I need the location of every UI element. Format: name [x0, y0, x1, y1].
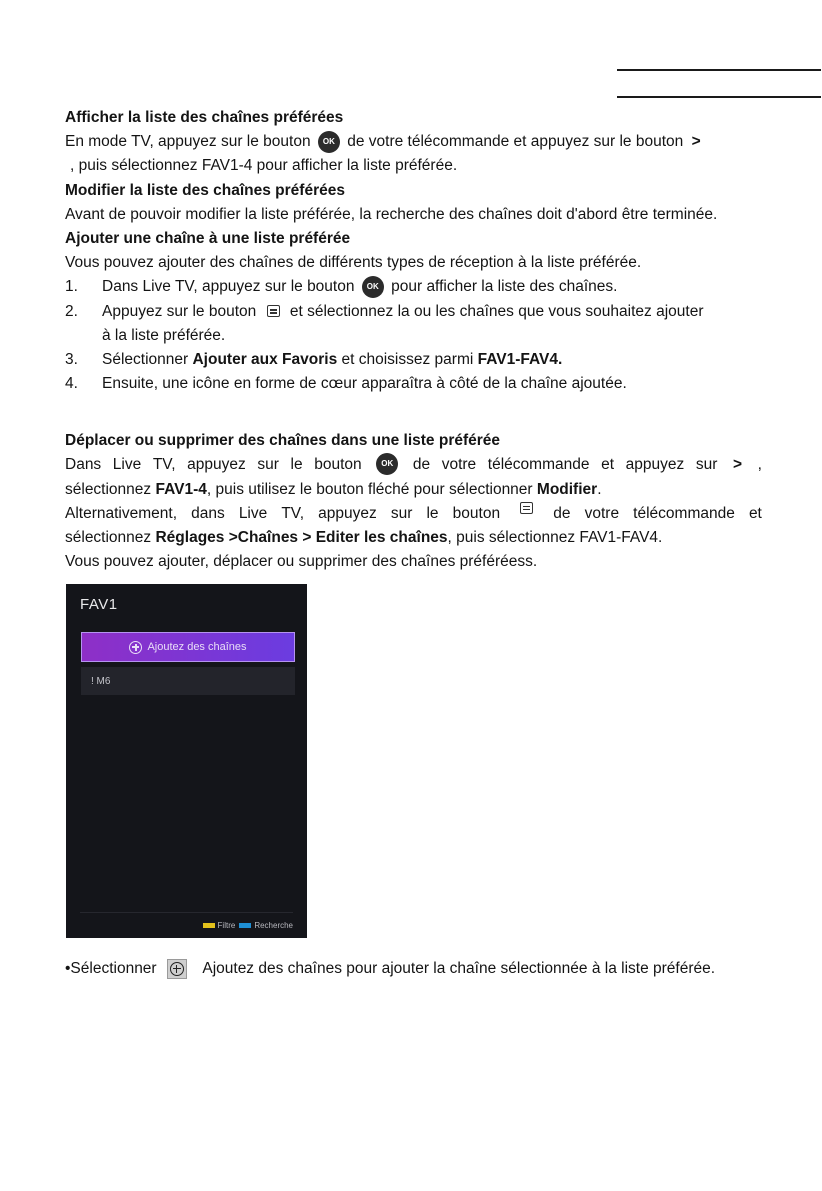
ok-button-icon: OK: [376, 453, 398, 475]
footer-divider: [80, 912, 293, 913]
menu-button-icon: [520, 502, 533, 514]
paragraph-line: Vous pouvez ajouter, déplacer ou supprimer des chaînes préféréess.: [65, 553, 538, 571]
paragraph-line: , puis sélectionnez FAV1-4 pour afficher la liste préférée.: [70, 157, 458, 175]
paragraph-line: En mode TV, appuyez sur le bouton OK de votre télécommande et appuyez sur le bouton >: [65, 130, 762, 154]
paragraph-line-justified: Dans Live TV, appuyez sur le bouton OK de votre télécommande et appuyez sur > ,: [65, 453, 762, 477]
tv-screenshot-favorites: [66, 584, 307, 938]
filter-label: Filtre: [217, 921, 236, 930]
header-rule-bottom: [617, 96, 821, 98]
search-label: Recherche: [254, 921, 293, 930]
bottom-note: •Sélectionner Ajoutez des chaînes pour ajouter la chaîne sélectionnée à la liste préférée.: [65, 960, 716, 977]
section-title-edit-favorites: Modifier la liste des chaînes préférées: [65, 181, 345, 199]
channel-name: ! M6: [91, 675, 111, 687]
ok-button-icon: OK: [362, 276, 384, 298]
header-rule-top: [617, 69, 821, 71]
menu-button-icon: [267, 305, 280, 317]
add-channels-button[interactable]: [81, 632, 295, 662]
section-title-display-favorites: Afficher la liste des chaînes préférées: [65, 109, 344, 126]
section-title-move-delete: Déplacer ou supprimer des chaînes dans une liste préférée: [65, 432, 501, 450]
list-item: 1. Dans Live TV, appuyez sur le bouton OK pour afficher la liste des chaînes.: [65, 275, 762, 299]
ok-button-icon: OK: [318, 131, 340, 153]
plus-circle-icon: [129, 641, 142, 654]
list-item: 4. Ensuite, une icône en forme de cœur apparaîtra à côté de la chaîne ajoutée.: [65, 375, 627, 393]
document-body: [65, 106, 762, 574]
tv-list-title: FAV1: [80, 596, 118, 613]
list-item: 2. Appuyez sur le bouton et sélectionnez la ou les chaînes que vous souhaitez ajouter: [65, 302, 704, 320]
paragraph-line-justified: Alternativement, dans Live TV, appuyez sur le bouton de votre télécommande et: [65, 502, 762, 526]
paragraph-line: sélectionnez FAV1-4, puis utilisez le bouton fléché pour sélectionner Modifier.: [65, 480, 602, 498]
right-arrow-icon: >: [733, 456, 743, 474]
paragraph-line: Avant de pouvoir modifier la liste préférée, la recherche des chaînes doit d'abord être terminée.: [65, 205, 718, 223]
right-arrow-icon: >: [691, 133, 701, 151]
paragraph-line: sélectionnez Réglages >Chaînes > Editer les chaînes, puis sélectionnez FAV1-FAV4.: [65, 529, 663, 546]
channel-row[interactable]: [81, 667, 295, 695]
blue-key-icon: [239, 923, 251, 928]
add-channels-label: Ajoutez des chaînes: [147, 641, 247, 653]
add-channel-icon: [167, 959, 187, 979]
paragraph-line: Vous pouvez ajouter des chaînes de différents types de réception à la liste préférée.: [65, 254, 642, 272]
list-item-continuation: à la liste préférée.: [102, 326, 226, 344]
tv-footer-hints: [199, 921, 293, 930]
yellow-key-icon: [203, 923, 215, 928]
section-title-add-channel: Ajouter une chaîne à une liste préférée: [65, 229, 351, 247]
list-item: 3. Sélectionner Ajouter aux Favoris et choisissez parmi FAV1-FAV4.: [65, 350, 563, 368]
